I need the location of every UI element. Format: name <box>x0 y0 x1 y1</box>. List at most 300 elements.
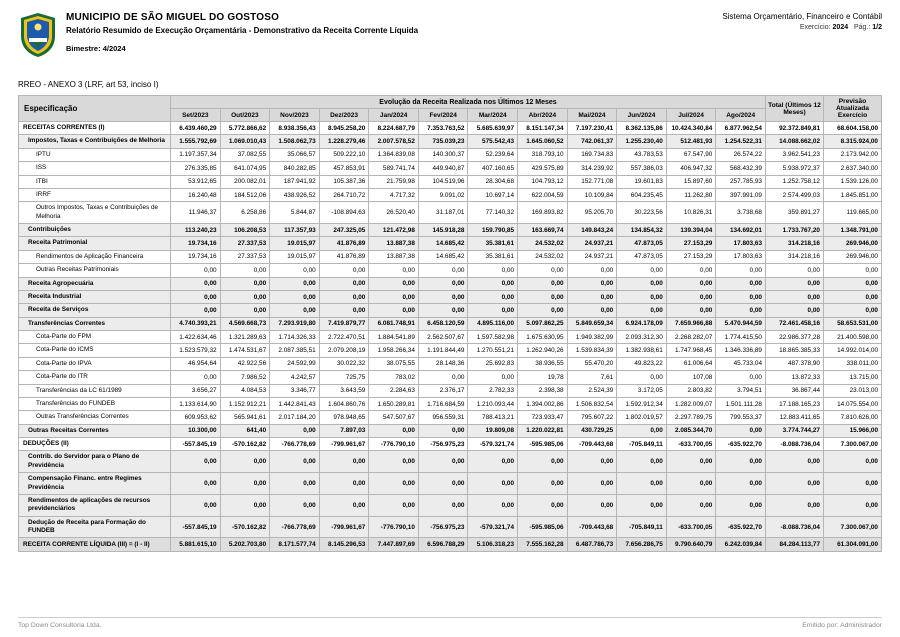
value-cell: 2.562.507,67 <box>418 331 468 344</box>
value-cell: 5.772.866,62 <box>220 122 270 135</box>
row-label: Dedução de Receita para Formação do FUNDEB <box>19 516 171 538</box>
value-cell: 6.081.748,91 <box>369 317 419 330</box>
value-cell: 134.692,01 <box>716 224 766 237</box>
table-head <box>19 96 882 122</box>
value-cell: 0,00 <box>567 277 617 290</box>
value-cell: 35.066,57 <box>270 148 320 161</box>
header-left <box>18 12 418 58</box>
value-cell: 0,00 <box>468 473 518 495</box>
value-cell: 2.284,63 <box>369 384 419 397</box>
value-cell: 0,00 <box>418 277 468 290</box>
value-cell: 247.325,05 <box>319 224 369 237</box>
value-cell: 0,00 <box>319 277 369 290</box>
value-cell: 9.790.640,79 <box>666 538 716 552</box>
row-label: ITBI <box>19 175 171 188</box>
value-cell: -799.961,67 <box>319 516 369 538</box>
row-label: Receita de Serviços <box>19 304 171 317</box>
value-cell: 1.539.834,39 <box>567 344 617 357</box>
value-cell: 429.575,89 <box>518 162 568 175</box>
row-label: Impostos, Taxas e Contribuições de Melhoria <box>19 135 171 148</box>
value-cell: 314.239,92 <box>567 162 617 175</box>
value-cell: 7.555.162,28 <box>518 538 568 552</box>
value-cell: 0,00 <box>468 277 518 290</box>
row-label: ISS <box>19 162 171 175</box>
value-cell: 7.197.230,41 <box>567 122 617 135</box>
annex-title: RREO - ANEXO 3 (LRF, art 53, inciso I) <box>18 80 159 89</box>
value-cell: 21.759,98 <box>369 175 419 188</box>
table-row <box>19 331 882 344</box>
value-cell: 788.413,21 <box>468 411 518 424</box>
value-cell: 0,00 <box>270 451 320 473</box>
value-cell: 27.153,29 <box>666 237 716 250</box>
value-cell: 0,00 <box>220 264 270 277</box>
value-cell: 2.637.340,00 <box>824 162 882 175</box>
value-cell: 0,00 <box>418 304 468 317</box>
value-cell: 15.966,00 <box>824 424 882 437</box>
value-cell: 0,00 <box>766 451 824 473</box>
footer-emitted-by: Emitido por: Administrador <box>802 622 882 629</box>
row-label: Cota-Parte do IPVA <box>19 357 171 370</box>
value-cell: 38.936,55 <box>518 357 568 370</box>
value-cell: 0,00 <box>716 290 766 303</box>
value-cell: 104.519,96 <box>418 175 468 188</box>
month-header: Abr/2024 <box>518 109 568 122</box>
value-cell: 269.946,00 <box>824 237 882 250</box>
value-cell: 18.865.385,33 <box>766 344 824 357</box>
value-cell: 19.734,16 <box>171 250 221 263</box>
value-cell: 557.386,03 <box>617 162 667 175</box>
value-cell: 106.208,53 <box>220 224 270 237</box>
row-label: RECEITAS CORRENTES (I) <box>19 122 171 135</box>
value-cell: -709.443,68 <box>567 438 617 451</box>
value-cell: 0,00 <box>270 304 320 317</box>
value-cell: 3.738,68 <box>716 202 766 224</box>
table-row <box>19 411 882 424</box>
value-cell: 269.946,00 <box>824 250 882 263</box>
month-header: Fev/2024 <box>418 109 468 122</box>
value-cell: 14.685,42 <box>418 250 468 263</box>
value-cell: 1.262.940,26 <box>518 344 568 357</box>
value-cell: 163.669,74 <box>518 224 568 237</box>
value-cell: 0,00 <box>418 473 468 495</box>
value-cell: 47.873,05 <box>617 250 667 263</box>
value-cell: 568.432,39 <box>716 162 766 175</box>
value-cell: 46.954,64 <box>171 357 221 370</box>
value-cell: 5.202.703,80 <box>220 538 270 552</box>
table-row <box>19 516 882 538</box>
row-label: Outras Transferências Correntes <box>19 411 171 424</box>
value-cell: 2.376,17 <box>418 384 468 397</box>
value-cell: 1.539.126,00 <box>824 175 882 188</box>
value-cell: -595.985,06 <box>518 438 568 451</box>
value-cell: 2.722.470,51 <box>319 331 369 344</box>
value-cell: 264.710,72 <box>319 188 369 201</box>
value-cell: 24.937,21 <box>567 250 617 263</box>
value-cell: 0,00 <box>766 473 824 495</box>
value-cell: 1.346.336,89 <box>716 344 766 357</box>
value-cell: 8.224.687,79 <box>369 122 419 135</box>
value-cell: 8.171.577,74 <box>270 538 320 552</box>
value-cell: 19.734,16 <box>171 237 221 250</box>
value-cell: 547.507,67 <box>369 411 419 424</box>
value-cell: 0,00 <box>824 304 882 317</box>
value-cell: 0,00 <box>518 304 568 317</box>
value-cell: 104.793,12 <box>518 175 568 188</box>
value-cell: 0,00 <box>824 277 882 290</box>
value-cell: 0,00 <box>220 494 270 516</box>
value-cell: 0,00 <box>369 304 419 317</box>
value-cell: 84.284.113,77 <box>766 538 824 552</box>
value-cell: 2.268.282,07 <box>666 331 716 344</box>
value-cell: 10.109,84 <box>567 188 617 201</box>
value-cell: 11.946,37 <box>171 202 221 224</box>
value-cell: 7,61 <box>567 371 617 384</box>
value-cell: 1.364.839,08 <box>369 148 419 161</box>
value-cell: 397.991,09 <box>716 188 766 201</box>
value-cell: 121.472,98 <box>369 224 419 237</box>
value-cell: 68.604.158,00 <box>824 122 882 135</box>
table-row <box>19 344 882 357</box>
report-footer <box>18 617 882 629</box>
value-cell: 113.240,23 <box>171 224 221 237</box>
value-cell: 45.733,04 <box>716 357 766 370</box>
value-cell: 72.461.458,16 <box>766 317 824 330</box>
row-label: Transferências da LC 61/1989 <box>19 384 171 397</box>
table-row <box>19 371 882 384</box>
value-cell: -766.778,69 <box>270 438 320 451</box>
value-cell: 15.897,60 <box>666 175 716 188</box>
value-cell: 8.938.356,43 <box>270 122 320 135</box>
value-cell: 0,00 <box>617 451 667 473</box>
value-cell: 4.569.668,73 <box>220 317 270 330</box>
value-cell: 0,00 <box>171 290 221 303</box>
value-cell: 3.346,77 <box>270 384 320 397</box>
report-table-body <box>19 122 882 552</box>
value-cell: 0,00 <box>824 494 882 516</box>
value-cell: 7.419.879,77 <box>319 317 369 330</box>
value-cell: 13.887,38 <box>369 250 419 263</box>
value-cell: 575.542,43 <box>468 135 518 148</box>
value-cell: -705.849,11 <box>617 516 667 538</box>
value-cell: 487.378,90 <box>766 357 824 370</box>
value-cell: 0,00 <box>468 290 518 303</box>
value-cell: -776.790,10 <box>369 438 419 451</box>
value-cell: 6.439.460,29 <box>171 122 221 135</box>
value-cell: 0,00 <box>617 290 667 303</box>
value-cell: 2.173.942,00 <box>824 148 882 161</box>
value-cell: 0,00 <box>418 371 468 384</box>
row-label: Rendimentos de aplicações de recursos previdenciários <box>19 494 171 516</box>
value-cell: 17.803,63 <box>716 237 766 250</box>
value-cell: 95.205,70 <box>567 202 617 224</box>
value-cell: 589.741,74 <box>369 162 419 175</box>
value-cell: 4.740.393,21 <box>171 317 221 330</box>
value-cell: 7.810.626,00 <box>824 411 882 424</box>
value-cell: 2.524,39 <box>567 384 617 397</box>
value-cell: 0,00 <box>666 451 716 473</box>
table-row <box>19 135 882 148</box>
value-cell: 1.254.522,31 <box>716 135 766 148</box>
row-label: Outras Receitas Correntes <box>19 424 171 437</box>
value-cell: 28.304,68 <box>468 175 518 188</box>
value-cell: 0,00 <box>617 304 667 317</box>
value-cell: 107,08 <box>666 371 716 384</box>
bimestre-line <box>66 44 418 53</box>
value-cell: 1.604.860,76 <box>319 397 369 410</box>
value-cell: 0,00 <box>319 304 369 317</box>
value-cell: 8.945.258,20 <box>319 122 369 135</box>
value-cell: -709.443,68 <box>567 516 617 538</box>
row-label: Outros Impostos, Taxas e Contribuições de Melhoria <box>19 202 171 224</box>
value-cell: 145.918,28 <box>418 224 468 237</box>
value-cell: -595.985,06 <box>518 516 568 538</box>
value-cell: 1.774.415,50 <box>716 331 766 344</box>
value-cell: 14.075.554,00 <box>824 397 882 410</box>
value-cell: 30.022,32 <box>319 357 369 370</box>
value-cell: 1.270.551,21 <box>468 344 518 357</box>
row-label: Receita Patrimonial <box>19 237 171 250</box>
total-column-header: Total (Últimos 12 Meses) <box>766 96 824 122</box>
exercicio-label: Exercício: <box>799 24 831 31</box>
value-cell: 1.597.582,98 <box>468 331 518 344</box>
value-cell: 2.085.344,70 <box>666 424 716 437</box>
value-cell: 0,00 <box>666 473 716 495</box>
value-cell: 41.876,89 <box>319 237 369 250</box>
value-cell: 0,00 <box>418 264 468 277</box>
value-cell: 10.300,00 <box>171 424 221 437</box>
value-cell: 19.809,08 <box>468 424 518 437</box>
table-row <box>19 202 882 224</box>
month-header: Dez/2023 <box>319 109 369 122</box>
value-cell: 10.424.340,84 <box>666 122 716 135</box>
table-row <box>19 473 882 495</box>
value-cell: 438.926,52 <box>270 188 320 201</box>
month-header: Jan/2024 <box>369 109 419 122</box>
value-cell: 7.353.763,52 <box>418 122 468 135</box>
value-cell: 1.442.841,43 <box>270 397 320 410</box>
value-cell: 0,00 <box>171 264 221 277</box>
row-label: Contrib. do Servidor para o Plano de Previdência <box>19 451 171 473</box>
report-header <box>18 12 882 64</box>
value-cell: 0,00 <box>418 494 468 516</box>
value-cell: 0,00 <box>716 371 766 384</box>
value-cell: 13.715,00 <box>824 371 882 384</box>
value-cell: 1.501.111,28 <box>716 397 766 410</box>
value-cell: 1.714.326,33 <box>270 331 320 344</box>
value-cell: 0,00 <box>666 277 716 290</box>
row-label: Cota-Parte do FPM <box>19 331 171 344</box>
value-cell: 1.733.767,20 <box>766 224 824 237</box>
value-cell: 3.643,59 <box>319 384 369 397</box>
value-cell: 41.876,89 <box>319 250 369 263</box>
value-cell: 2.079.208,19 <box>319 344 369 357</box>
value-cell: 0,00 <box>468 264 518 277</box>
value-cell: 840.282,85 <box>270 162 320 175</box>
value-cell: -633.700,05 <box>666 438 716 451</box>
value-cell: 4.895.116,00 <box>468 317 518 330</box>
value-cell: 2.803,82 <box>666 384 716 397</box>
value-cell: 1.802.019,57 <box>617 411 667 424</box>
value-cell: 49.823,22 <box>617 357 667 370</box>
row-label: Transferências do FUNDEB <box>19 397 171 410</box>
value-cell: 42.922,56 <box>220 357 270 370</box>
table-row <box>19 424 882 437</box>
value-cell: 407.160,65 <box>468 162 518 175</box>
value-cell: 92.372.849,81 <box>766 122 824 135</box>
row-label: Transferências Correntes <box>19 317 171 330</box>
value-cell: 1.650.289,81 <box>369 397 419 410</box>
value-cell: 2.574.499,03 <box>766 188 824 201</box>
value-cell: 169.734,83 <box>567 148 617 161</box>
value-cell: 1.191.844,49 <box>418 344 468 357</box>
value-cell: -776.790,10 <box>369 516 419 538</box>
value-cell: 11.262,80 <box>666 188 716 201</box>
value-cell: -557.845,19 <box>171 438 221 451</box>
value-cell: 23.013,00 <box>824 384 882 397</box>
value-cell: 0,00 <box>617 473 667 495</box>
value-cell: 4.084,53 <box>220 384 270 397</box>
value-cell: 0,00 <box>666 290 716 303</box>
value-cell: 77.140,32 <box>468 202 518 224</box>
value-cell: 1.152.912,21 <box>220 397 270 410</box>
value-cell: 0,00 <box>617 494 667 516</box>
value-cell: -633.700,05 <box>666 516 716 538</box>
value-cell: 119.665,00 <box>824 202 882 224</box>
value-cell: -635.922,70 <box>716 438 766 451</box>
value-cell: 7.986,52 <box>220 371 270 384</box>
value-cell: 47.873,05 <box>617 237 667 250</box>
table-row <box>19 451 882 473</box>
value-cell: 67.547,90 <box>666 148 716 161</box>
value-cell: -8.088.736,04 <box>766 516 824 538</box>
value-cell: 1.282.009,07 <box>666 397 716 410</box>
value-cell: 43.783,53 <box>617 148 667 161</box>
value-cell: 725,75 <box>319 371 369 384</box>
value-cell: 1.523.579,32 <box>171 344 221 357</box>
value-cell: 0,00 <box>270 424 320 437</box>
evolution-group-header: Evolução da Receita Realizada nos Últimos 12 Meses <box>171 96 766 109</box>
value-cell: 26.574,22 <box>716 148 766 161</box>
value-cell: 31.187,01 <box>418 202 468 224</box>
value-cell: 735.039,23 <box>418 135 468 148</box>
value-cell: 0,00 <box>319 494 369 516</box>
value-cell: 0,00 <box>369 277 419 290</box>
value-cell: 509.222,10 <box>319 148 369 161</box>
page-label: Pág.: <box>853 24 871 31</box>
value-cell: -756.975,23 <box>418 438 468 451</box>
month-header: Mai/2024 <box>567 109 617 122</box>
value-cell: 1.474.531,67 <box>220 344 270 357</box>
value-cell: 0,00 <box>270 264 320 277</box>
value-cell: 0,00 <box>468 371 518 384</box>
value-cell: 134.854,32 <box>617 224 667 237</box>
value-cell: 449.940,87 <box>418 162 468 175</box>
value-cell: 0,00 <box>369 290 419 303</box>
value-cell: 6.458.120,59 <box>418 317 468 330</box>
value-cell: 22.986.377,28 <box>766 331 824 344</box>
value-cell: 0,00 <box>567 473 617 495</box>
value-cell: 0,00 <box>468 451 518 473</box>
month-header: Set/2023 <box>171 109 221 122</box>
row-label: DEDUÇÕES (II) <box>19 438 171 451</box>
value-cell: 5.470.944,59 <box>716 317 766 330</box>
value-cell: 14.685,42 <box>418 237 468 250</box>
row-label: Cota-Parte do ITR <box>19 371 171 384</box>
value-cell: 0,00 <box>567 494 617 516</box>
value-cell: 7.300.067,00 <box>824 516 882 538</box>
exercicio-value: 2024 <box>832 24 849 31</box>
value-cell: 622.004,59 <box>518 188 568 201</box>
system-name: Sistema Orçamentário, Financeiro e Contábil <box>722 12 882 21</box>
value-cell: 0,00 <box>518 451 568 473</box>
table-row <box>19 264 882 277</box>
table-row <box>19 438 882 451</box>
value-cell: 1.506.832,54 <box>567 397 617 410</box>
value-cell: 795.607,22 <box>567 411 617 424</box>
bimestre-label: Bimestre: <box>66 44 101 53</box>
value-cell: 1.645.060,52 <box>518 135 568 148</box>
value-cell: 24.937,21 <box>567 237 617 250</box>
value-cell: 2.782,33 <box>468 384 518 397</box>
value-cell: 4.242,57 <box>270 371 320 384</box>
value-cell: 2.017.184,20 <box>270 411 320 424</box>
value-cell: 1.133.614,90 <box>171 397 221 410</box>
value-cell: 0,00 <box>319 264 369 277</box>
value-cell: 0,00 <box>716 264 766 277</box>
value-cell: 1.592.912,34 <box>617 397 667 410</box>
value-cell: 0,00 <box>567 451 617 473</box>
value-cell: 0,00 <box>766 277 824 290</box>
table-row <box>19 290 882 303</box>
value-cell: 184.512,06 <box>220 188 270 201</box>
value-cell: 1.069.010,43 <box>220 135 270 148</box>
value-cell: 0,00 <box>766 304 824 317</box>
value-cell: 0,00 <box>824 451 882 473</box>
value-cell: 30.223,56 <box>617 202 667 224</box>
value-cell: 0,00 <box>766 290 824 303</box>
value-cell: 0,00 <box>468 494 518 516</box>
value-cell: 512.481,93 <box>666 135 716 148</box>
value-cell: 257.785,93 <box>716 175 766 188</box>
row-label: Contribuições <box>19 224 171 237</box>
value-cell: 0,00 <box>716 277 766 290</box>
value-cell: 604.235,45 <box>617 188 667 201</box>
value-cell: 742.061,37 <box>567 135 617 148</box>
table-row <box>19 122 882 135</box>
value-cell: 1.197.357,34 <box>171 148 221 161</box>
value-cell: 19.601,83 <box>617 175 667 188</box>
value-cell: 0,00 <box>824 473 882 495</box>
table-row <box>19 304 882 317</box>
value-cell: 5.849.659,34 <box>567 317 617 330</box>
row-label: Compensação Financ. entre Regimes Previdência <box>19 473 171 495</box>
month-header: Mar/2024 <box>468 109 518 122</box>
value-cell: -8.088.736,04 <box>766 438 824 451</box>
value-cell: 159.790,85 <box>468 224 518 237</box>
value-cell: 1.255.230,40 <box>617 135 667 148</box>
value-cell: 1.845.851,00 <box>824 188 882 201</box>
value-cell: 17.188.165,23 <box>766 397 824 410</box>
value-cell: 53.912,65 <box>171 175 221 188</box>
value-cell: 3.774.744,27 <box>766 424 824 437</box>
value-cell: 0,00 <box>270 277 320 290</box>
value-cell: 723.933,47 <box>518 411 568 424</box>
value-cell: 3.656,27 <box>171 384 221 397</box>
value-cell: 26.520,40 <box>369 202 419 224</box>
table-row <box>19 224 882 237</box>
value-cell: 2.087.385,51 <box>270 344 320 357</box>
table-row <box>19 397 882 410</box>
